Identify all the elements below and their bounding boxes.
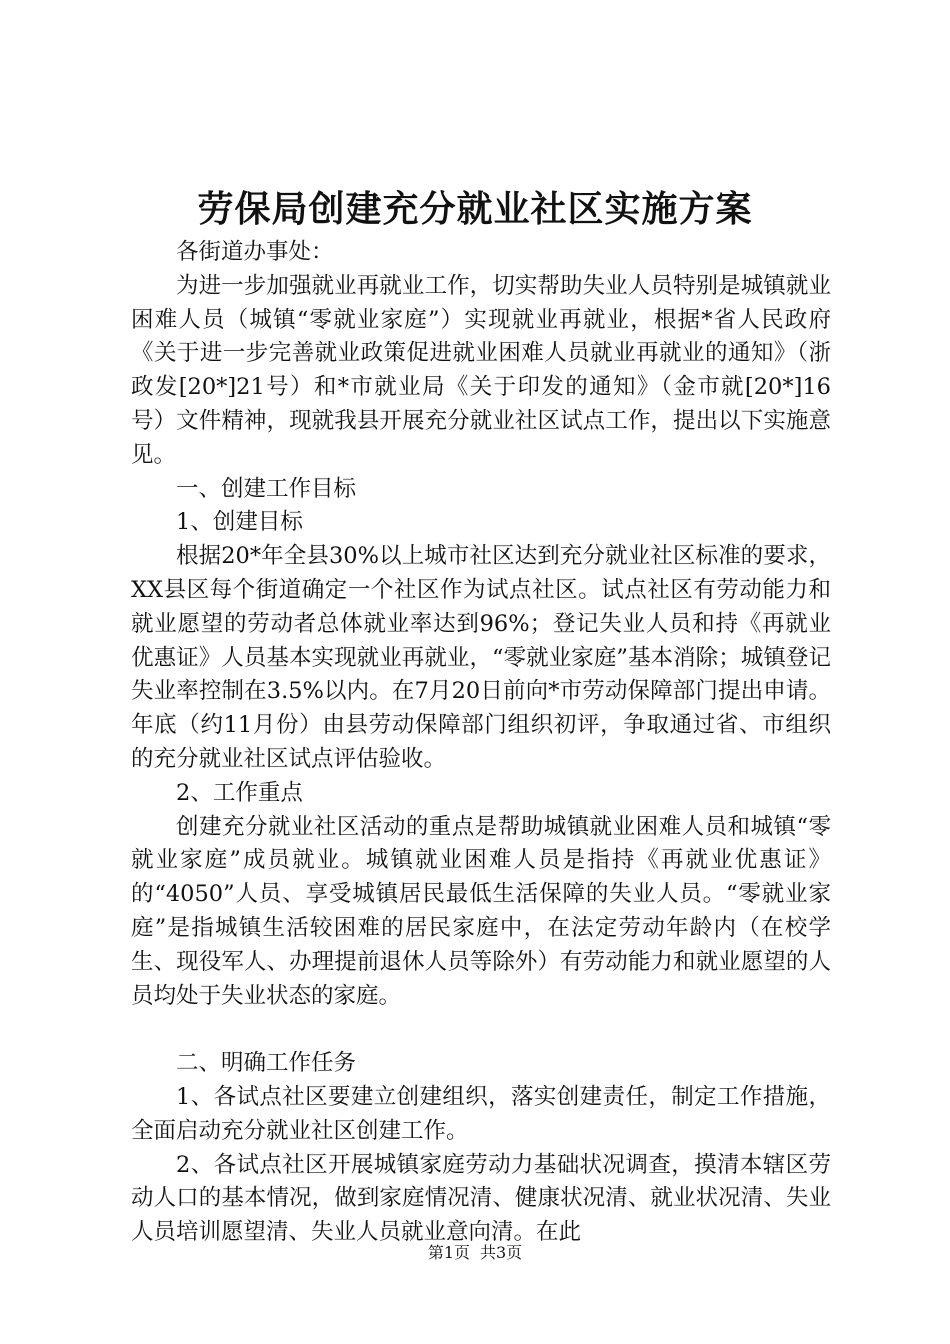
document-title: 劳保局创建充分就业社区实施方案 [197, 188, 753, 230]
section-heading-1: 一、创建工作目标 [176, 475, 357, 502]
subsection-heading-1-2: 2、工作重点 [176, 779, 303, 806]
paragraph-focus: 创建充分就业社区活动的重点是帮助城镇就业困难人员和城镇“零就业家庭”成员就业。城镇就业困难人员是指持《再就业优惠证》的“4050”人员、享受城镇居民最低生活保障的失业人员。“零就业家庭”是指城镇生活较困难的居民家庭中，在法定劳动年龄内（在校学生、现役军人、办理提前退休人员等除外）有劳动能力和就业愿望的人员均处于失业状态的家庭。 [131, 813, 831, 1009]
task-item-1: 1、各试点社区要建立创建组织，落实创建责任，制定工作措施，全面启动充分就业社区创建工作。 [131, 1083, 831, 1144]
document-body [131, 236, 831, 1250]
intro-paragraph: 为进一步加强就业再就业工作，切实帮助失业人员特别是城镇就业困难人员（城镇“零就业家庭”）实现就业再就业，根据*省人民政府《关于进一步完善就业政策促进就业困难人员就业再就业的通知》（浙政发[20*]21号）和*市就业局《关于印发的通知》（金市就[20*]16号）文件精神，现就我县开展充分就业社区试点工作，提出以下实施意见。 [131, 272, 831, 468]
page-footer [0, 1242, 950, 1264]
paragraph-goal: 根据20*年全县30%以上城市社区达到充分就业社区标准的要求，XX县区每个街道确定一个社区作为试点社区。试点社区有劳动能力和就业愿望的劳动者总体就业率达到96%；登记失业人员和持《再就业优惠证》人员基本实现就业再就业，“零就业家庭”基本消除；城镇登记失业率控制在3.5%以内。在7月20日前向*市劳动保障部门提出申请。年底（约11月份）由县劳动保障部门组织初评，争取通过省、市组织的充分就业社区试点评估验收。 [131, 543, 831, 772]
page-number: 第1页 [427, 1243, 470, 1262]
subsection-heading-1-1: 1、创建目标 [176, 509, 303, 536]
page-total: 共3页 [480, 1243, 523, 1262]
task-item-2: 2、各试点社区开展城镇家庭劳动力基础状况调查，摸清本辖区劳动人口的基本情况，做到家庭情况清、健康状况清、就业状况清、失业人员培训愿望清、失业人员就业意向清。在此 [131, 1151, 831, 1246]
salutation: 各街道办事处： [176, 239, 334, 265]
section-heading-2: 二、明确工作任务 [176, 1050, 357, 1077]
